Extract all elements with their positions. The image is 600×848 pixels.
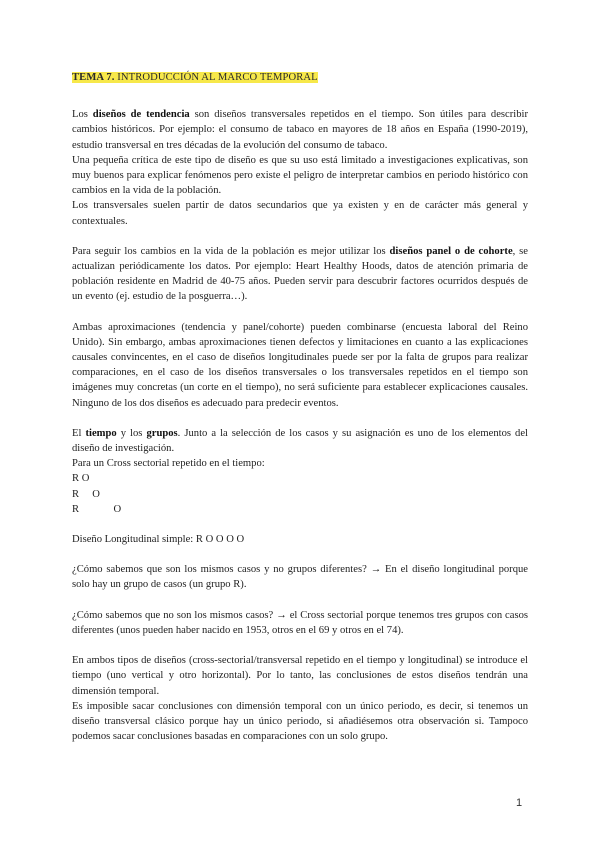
paragraph-longitudinal-simple: Diseño Longitudinal simple: R O O O O — [72, 534, 245, 546]
page-number: 1 — [516, 797, 523, 809]
p4-post: , se actualizan periódicamente los datos. Por ejemplo: Heart Healthy Hoods, datos de atención primaria de población residente en Madrid de 40-75 años. Pueden servir para descubrir factores ocurridos después de un evento (ej. estudio de la posguerra…). — [72, 245, 528, 303]
title-number: TEMA 7. — [72, 72, 115, 83]
ro-line-3: R O — [72, 503, 122, 515]
ro-line-2: R O — [72, 488, 100, 500]
paragraph-panel — [72, 244, 528, 305]
p6-pre: El — [72, 427, 86, 439]
paragraph-imposible: Es imposible sacar conclusiones con dimensión temporal con un único periodo, es decir, si tenemos un diseño transversal clásico porque hay un único periodo, si añadiésemos otra observación si. Tampoco podemos sacar conclusiones basadas en comparaciones con un solo grupo. — [72, 700, 528, 743]
paragraph-pregunta-no-mismos: ¿Cómo sabemos que no son los mismos casos? → el Cross sectorial porque tenemos tres grupos con casos diferentes (unos pueden haber nacido en 1953, otros en el 69 y otros en el 74). — [72, 609, 528, 636]
term-tiempo: tiempo — [85, 427, 117, 439]
term-disenos-tendencia: diseños de tendencia — [92, 109, 190, 121]
title-text: INTRODUCCIÓN AL MARCO TEMPORAL — [114, 72, 318, 83]
p4-pre: Para seguir los cambios en la vida de la población es mejor utilizar los — [72, 245, 390, 257]
paragraph-pregunta-mismos: ¿Cómo sabemos que son los mismos casos y no grupos diferentes? → En el diseño longitudinal porque solo hay un grupo de casos (un grupo R). — [72, 564, 528, 591]
paragraph-tendencia — [72, 107, 528, 153]
page-title — [72, 72, 318, 83]
heading-line — [72, 70, 528, 85]
ro-line-1: R O — [72, 473, 90, 485]
term-grupos: grupos — [146, 427, 178, 439]
paragraph-ambos-tipos: En ambos tipos de diseños (cross-sectorial/transversal repetido en el tiempo y longitudinal) se introduce el tiempo (uno vertical y otro horizontal). Por lo tanto, las conclusiones de estos diseños tendrán una dimensión temporal. — [72, 655, 528, 697]
paragraph-critica: Una pequeña crítica de este tipo de diseño es que su uso está limitado a investigaciones explicativas, son muy buenos para explicar fenómenos pero existe el peligro de interpretar cambios en periodo histórico con cambios en la vida de la población. — [72, 154, 528, 197]
paragraph-transversales: Los transversales suelen partir de datos secundarios que ya existen y en de carácter más general y contextuales. — [72, 200, 528, 227]
p1-post: son diseños transversales repetidos en el tiempo. Son útiles para describir cambios históricos. Por ejemplo: el consumo de tabaco en mayores de 18 años en España (1990-2019), estudio transversal en tres décadas de la evolución del consumo de tabaco. — [72, 109, 528, 151]
page-content — [72, 70, 528, 744]
paragraph-tiempo-grupos — [72, 426, 528, 456]
p6-mid: y los — [116, 427, 147, 439]
paragraph-cross-sectorial: Para un Cross sectorial repetido en el tiempo: — [72, 458, 265, 470]
p1-pre: Los — [72, 109, 93, 121]
p6-post: . Junto a la selección de los casos y su asignación es uno de los elementos del diseño de investigación. — [72, 427, 528, 455]
term-disenos-panel: diseños panel o de cohorte — [389, 245, 513, 257]
paragraph-ambas: Ambas aproximaciones (tendencia y panel/cohorte) pueden combinarse (encuesta laboral del Reino Unido). Sin embargo, ambas aproximaciones tienen defectos y limitaciones en cuanto a las explicaciones causales convincentes, en el caso de diseños longitudinales puede ser por la falta de grupos para realizar comparaciones, en el caso de los diseños transversales o los transversales repetidos en el tiempo son imágenes muy concretas (un corte en el tiempo), no será suficiente para establecer explicaciones causales. Ninguno de los dos diseños es adecuado para predecir eventos. — [72, 321, 528, 409]
